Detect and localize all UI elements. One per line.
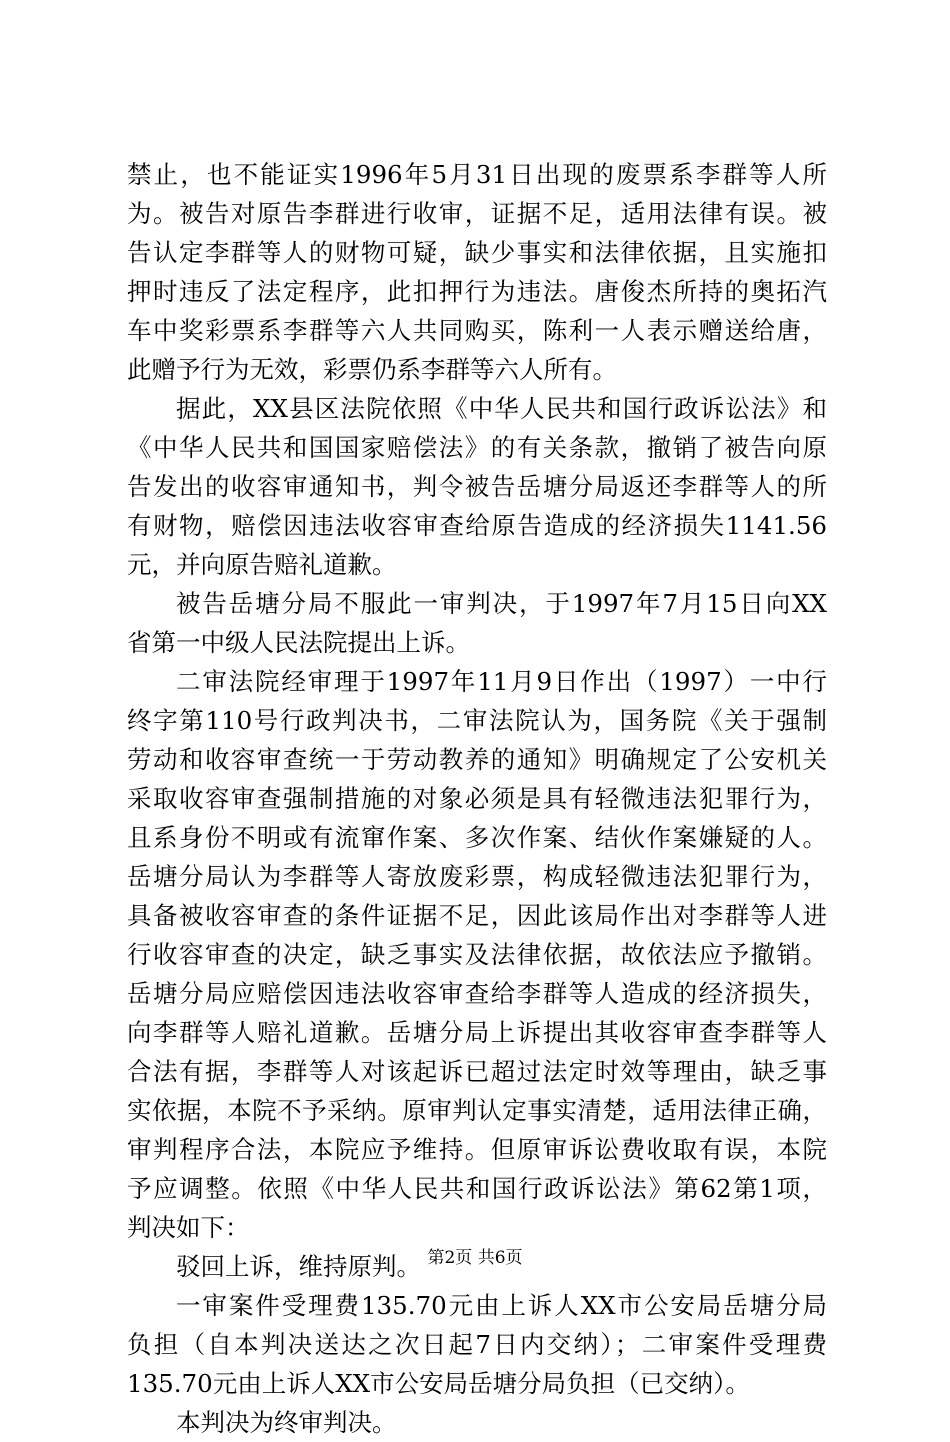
text-line: 负担（自本判决送达之次日起7日内交纳）；二审案件受理费 bbox=[127, 1330, 827, 1359]
text-line: 终字第110号行政判决书，二审法院认为，国务院《关于强制 bbox=[127, 706, 827, 735]
text-line: 岳塘分局应赔偿因违法收容审查给李群等人造成的经济损失， bbox=[127, 979, 827, 1008]
text-line: 本判决为终审判决。 bbox=[176, 1408, 397, 1437]
text-line: 有财物，赔偿因违法收容审查给原告造成的经济损失1141.56 bbox=[127, 511, 827, 540]
text-line: 135.70元由上诉人XX市公安局岳塘分局负担（已交纳）。 bbox=[127, 1369, 750, 1398]
text-line: 为。被告对原告李群进行收审，证据不足，适用法律有误。被 bbox=[127, 199, 827, 228]
text-line: 驳回上诉，维持原判。 bbox=[176, 1252, 421, 1281]
text-line: 予应调整。依照《中华人民共和国行政诉讼法》第62第1项， bbox=[127, 1174, 827, 1203]
text-line: 被告岳塘分局不服此一审判决，于1997年7月15日向XX bbox=[176, 589, 827, 618]
text-line: 实依据，本院不予采纳。原审判认定事实清楚，适用法律正确， bbox=[127, 1096, 827, 1125]
text-line: 采取收容审查强制措施的对象必须是具有轻微违法犯罪行为， bbox=[127, 784, 827, 813]
text-line: 判决如下： bbox=[127, 1213, 250, 1242]
text-line: 岳塘分局认为李群等人寄放废彩票，构成轻微违法犯罪行为， bbox=[127, 862, 827, 891]
text-line: 禁止，也不能证实1996年5月31日出现的废票系李群等人所 bbox=[127, 160, 827, 189]
text-line: 行收容审查的决定，缺乏事实及法律依据，故依法应予撤销。 bbox=[127, 940, 827, 969]
text-line: 告发出的收容审通知书，判令被告岳塘分局返还李群等人的所 bbox=[127, 472, 827, 501]
text-line: 向李群等人赔礼道歉。岳塘分局上诉提出其收容审查李群等人 bbox=[127, 1018, 827, 1047]
text-line: 且系身份不明或有流窜作案、多次作案、结伙作案嫌疑的人。 bbox=[127, 823, 827, 852]
text-line: 一审案件受理费135.70元由上诉人XX市公安局岳塘分局 bbox=[176, 1291, 827, 1320]
text-line: 元，并向原告赔礼道歉。 bbox=[127, 550, 397, 579]
text-line: 《中华人民共和国国家赔偿法》的有关条款，撤销了被告向原 bbox=[127, 433, 827, 462]
text-line: 审判程序合法，本院应予维持。但原审诉讼费收取有误，本院 bbox=[127, 1135, 827, 1164]
text-line: 具备被收容审查的条件证据不足，因此该局作出对李群等人进 bbox=[127, 901, 827, 930]
text-line: 合法有据，李群等人对该起诉已超过法定时效等理由，缺乏事 bbox=[127, 1057, 827, 1086]
page-number-footer: 第2页 共6页 bbox=[427, 1248, 523, 1268]
text-line: 车中奖彩票系李群等六人共同购买，陈利一人表示赠送给唐， bbox=[127, 316, 827, 345]
text-line: 告认定李群等人的财物可疑，缺少事实和法律依据，且实施扣 bbox=[127, 238, 827, 267]
text-line: 劳动和收容审查统一于劳动教养的通知》明确规定了公安机关 bbox=[127, 745, 827, 774]
text-line: 省第一中级人民法院提出上诉。 bbox=[127, 628, 470, 657]
text-line: 押时违反了法定程序，此扣押行为违法。唐俊杰所持的奥拓汽 bbox=[127, 277, 827, 306]
text-line: 此赠予行为无效，彩票仍系李群等六人所有。 bbox=[127, 355, 617, 384]
text-line: 二审法院经审理于1997年11月9日作出（1997）一中行 bbox=[176, 667, 827, 696]
text-line: 据此，XX县区法院依照《中华人民共和国行政诉讼法》和 bbox=[176, 394, 827, 423]
